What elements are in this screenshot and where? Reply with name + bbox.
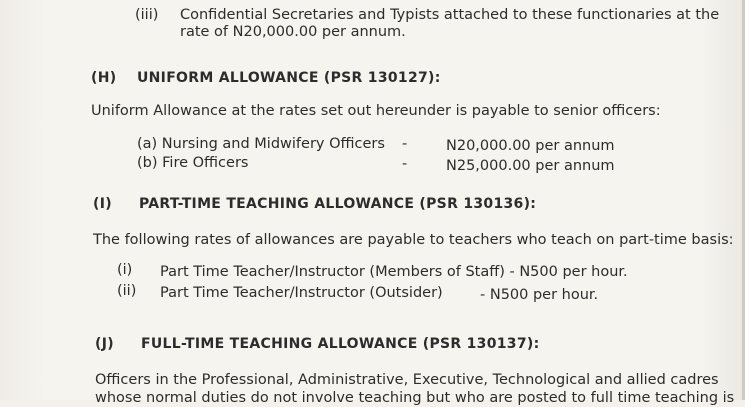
section-i-label: (I) xyxy=(93,196,112,212)
uniform-item-nursing-label: (a) Nursing and Midwifery Officers xyxy=(137,136,385,152)
uniform-item-fire-amount: N25,000.00 per annum xyxy=(446,158,615,174)
section-h-intro: Uniform Allowance at the rates set out hereunder is payable to senior officers: xyxy=(91,103,661,119)
section-h-title: UNIFORM ALLOWANCE (PSR 130127): xyxy=(137,70,441,86)
uniform-item-nursing-dash: - xyxy=(402,136,408,152)
item-iii-line2: rate of N20,000.00 per annum. xyxy=(180,24,406,40)
section-h-label: (H) xyxy=(91,70,117,86)
section-i-title: PART-TIME TEACHING ALLOWANCE (PSR 130136): xyxy=(139,196,537,212)
uniform-item-nursing-amount: N20,000.00 per annum xyxy=(446,138,615,154)
section-j-line2: whose normal duties do not involve teaching but who are posted to full time teaching is xyxy=(95,390,735,406)
uniform-item-fire-label: (b) Fire Officers xyxy=(137,155,249,171)
section-j-label: (J) xyxy=(95,336,114,352)
teaching-item-ii-rate: - N500 per hour. xyxy=(480,287,599,303)
section-j-title: FULL-TIME TEACHING ALLOWANCE (PSR 130137): xyxy=(141,336,540,352)
section-i-heading xyxy=(93,196,536,212)
section-i-intro: The following rates of allowances are payable to teachers who teach on part-time basis: xyxy=(93,232,734,248)
uniform-item-fire-dash: - xyxy=(402,156,408,172)
item-iii-numeral: (iii) xyxy=(135,7,159,23)
item-iii-line1: Confidential Secretaries and Typists attached to these functionaries at the xyxy=(180,7,720,23)
section-h-heading xyxy=(91,70,441,86)
section-j-heading xyxy=(95,336,539,352)
section-j-line1: Officers in the Professional, Administrative, Executive, Technological and allied cadres xyxy=(95,372,719,388)
teaching-item-ii-text: Part Time Teacher/Instructor (Outsider) xyxy=(160,285,443,301)
teaching-item-i-text: Part Time Teacher/Instructor (Members of Staff) - N500 per hour. xyxy=(160,264,628,280)
teaching-item-i-numeral: (i) xyxy=(117,262,133,278)
teaching-item-ii-numeral: (ii) xyxy=(117,283,137,299)
